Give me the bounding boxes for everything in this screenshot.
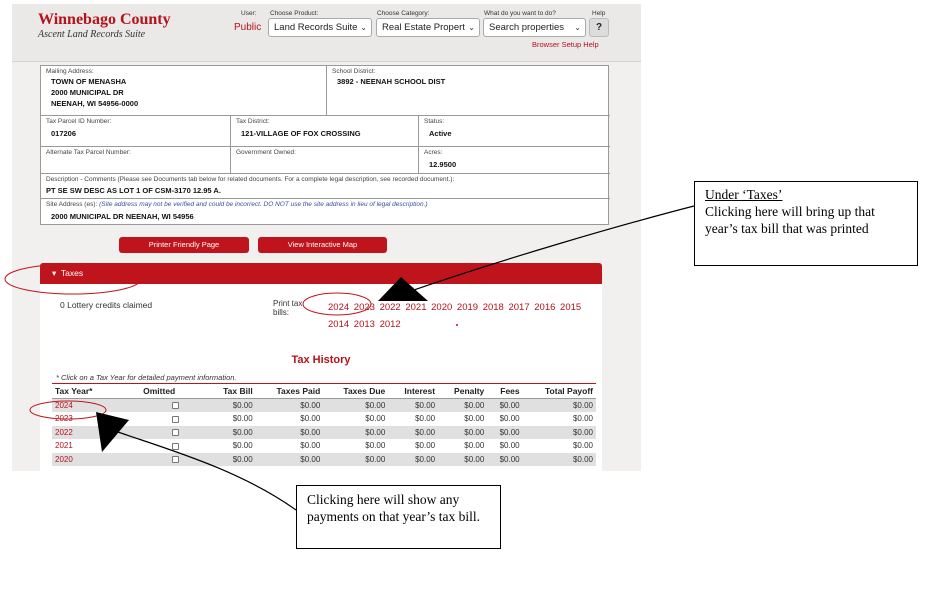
amount-cell: $0.00	[256, 399, 324, 413]
amount-cell: $0.00	[300, 414, 321, 424]
gov-owned-cell	[231, 147, 419, 174]
tax-parcel-label: Tax Parcel ID Number:	[46, 118, 112, 125]
description-label: Description - Comments (Please see Documents tab below for related documents. For a complete legal description, see recorded document.):	[46, 176, 455, 183]
alt-parcel-cell	[41, 147, 231, 174]
amount-cell: $0.00	[207, 399, 255, 413]
site-address-label	[46, 201, 428, 208]
print-year-link[interactable]: 2020	[431, 302, 453, 313]
print-year-link[interactable]: 2019	[456, 302, 479, 313]
description-value: PT SE SW DESC AS LOT 1 OF CSM-3170 12.95 A.	[46, 186, 221, 195]
omitted-cell	[111, 399, 207, 413]
app-window	[12, 4, 641, 471]
suite-subtitle: Ascent Land Records Suite	[38, 29, 146, 40]
tax-history-row	[52, 412, 596, 426]
site-address-label-text: Site Address (es):	[46, 201, 98, 208]
column-header: Taxes Paid	[256, 384, 324, 399]
amount-cell: $0.00	[207, 426, 255, 440]
omitted-checkbox[interactable]	[172, 443, 179, 450]
print-tax-bill-years	[328, 299, 588, 333]
print-year-link[interactable]: 2016	[534, 302, 556, 313]
browser-setup-help-link[interactable]: Browser Setup Help	[532, 40, 599, 49]
print-year-link[interactable]: 2013	[353, 319, 375, 330]
acres-label: Acres:	[424, 149, 443, 156]
taxes-callout	[694, 181, 918, 266]
acres-cell	[419, 147, 610, 174]
amount-cell: $0.00	[300, 441, 321, 451]
amount-cell: $0.00	[415, 441, 436, 451]
user-value: Public	[234, 22, 262, 33]
amount-cell: $0.00	[523, 453, 596, 467]
omitted-checkbox[interactable]	[172, 429, 179, 436]
print-year-link[interactable]: 2012	[379, 319, 401, 330]
tax-year-link[interactable]: 2022	[52, 426, 111, 440]
help-button[interactable]: ?	[589, 18, 609, 37]
tax-history-row	[52, 439, 596, 453]
omitted-cell	[111, 426, 207, 440]
printer-friendly-button[interactable]: Printer Friendly Page	[119, 237, 249, 253]
column-header: Tax Bill	[207, 384, 255, 399]
action-label: What do you want to do?	[484, 10, 556, 17]
amount-cell: $0.00	[232, 414, 253, 424]
tax-year-link[interactable]: 2020	[52, 453, 111, 467]
tax-district-value: 121-VILLAGE OF FOX CROSSING	[241, 129, 361, 138]
omitted-cell	[111, 439, 207, 453]
gov-owned-label: Government Owned:	[236, 149, 296, 156]
column-header: Tax Year*	[52, 384, 111, 399]
omitted-checkbox[interactable]	[172, 416, 179, 423]
amount-cell: $0.00	[256, 426, 324, 440]
tax-year-link[interactable]: 2021	[55, 441, 73, 451]
amount-cell: $0.00	[487, 399, 522, 413]
taxes-section-header[interactable]	[40, 263, 602, 284]
amount-cell: $0.00	[232, 441, 253, 451]
school-district-label: School District:	[332, 68, 376, 75]
print-year-link[interactable]: 2015	[560, 302, 582, 313]
taxes-section-body	[40, 284, 602, 471]
print-year-link[interactable]: 2017	[508, 302, 530, 313]
taxes-callout-text: Clicking here will bring up that year’s tax bill that was printed	[705, 204, 875, 236]
category-select-value: Real Estate Propert	[382, 22, 465, 33]
amount-cell: $0.00	[256, 453, 324, 467]
tax-history-body	[52, 399, 596, 467]
amount-cell: $0.00	[499, 441, 520, 451]
print-year-link[interactable]: 2014	[328, 319, 350, 330]
column-header: Penalty	[438, 384, 487, 399]
tax-parcel-value: 017206	[51, 129, 77, 138]
amount-cell: $0.00	[523, 426, 596, 440]
tax-year-link[interactable]: 2023	[55, 414, 73, 424]
payments-callout-text: Clicking here will show any payments on that year’s tax bill.	[307, 492, 480, 524]
amount-cell: $0.00	[323, 453, 388, 467]
tax-district-cell	[231, 116, 419, 147]
column-header: Total Payoff	[523, 384, 596, 399]
mailing-line-2: 2000 MUNICIPAL DR	[51, 88, 124, 97]
amount-cell: $0.00	[487, 426, 522, 440]
mailing-address-cell	[41, 66, 327, 116]
header	[12, 4, 641, 62]
amount-cell: $0.00	[415, 414, 436, 424]
category-select[interactable]	[376, 18, 480, 37]
status-label: Status:	[424, 118, 445, 125]
school-district-value: 3892 - NEENAH SCHOOL DIST	[337, 77, 446, 86]
amount-cell: $0.00	[487, 453, 522, 467]
amount-cell: $0.00	[438, 426, 487, 440]
amount-cell: $0.00	[572, 414, 593, 424]
tax-history-header-row	[52, 384, 596, 399]
status-cell	[419, 116, 610, 147]
status-value: Active	[429, 129, 452, 138]
column-header: Interest	[388, 384, 438, 399]
tax-district-label: Tax District:	[236, 118, 270, 125]
tax-parcel-cell	[41, 116, 231, 147]
print-year-link[interactable]: 2024	[328, 302, 350, 313]
action-select[interactable]	[483, 18, 586, 37]
amount-cell: $0.00	[388, 399, 438, 413]
description-cell	[41, 174, 610, 199]
omitted-checkbox[interactable]	[172, 402, 179, 409]
tax-history-table	[52, 383, 596, 466]
tax-history-row	[52, 426, 596, 440]
product-label: Choose Product:	[270, 10, 319, 17]
payments-callout	[296, 485, 501, 549]
amount-cell: $0.00	[464, 441, 485, 451]
user-label: User:	[241, 10, 257, 17]
taxes-section-title: Taxes	[60, 268, 84, 278]
print-year-link[interactable]: 2023	[353, 302, 375, 313]
omitted-checkbox[interactable]	[172, 456, 179, 463]
omitted-cell	[111, 453, 207, 467]
amount-cell: $0.00	[365, 441, 386, 451]
alt-parcel-label: Alternate Tax Parcel Number:	[46, 149, 131, 156]
tax-history-row	[52, 399, 596, 413]
tax-history-title: Tax History	[291, 354, 351, 366]
chevron-down-icon: ⌄	[468, 23, 475, 32]
acres-value: 12.9500	[429, 160, 457, 169]
amount-cell: $0.00	[438, 399, 487, 413]
product-select[interactable]	[268, 18, 372, 37]
amount-cell: $0.00	[499, 414, 520, 424]
amount-cell: $0.00	[207, 453, 255, 467]
site-address-value: 2000 MUNICIPAL DR NEENAH, WI 54956	[51, 212, 194, 221]
amount-cell: $0.00	[464, 414, 485, 424]
action-select-value: Search properties	[489, 22, 564, 33]
column-header: Omitted	[111, 384, 207, 399]
county-title: Winnebago County	[38, 11, 171, 28]
parcel-info-table	[40, 65, 609, 225]
site-address-note: (Site address may not be verified and could be incorrect. DO NOT use the site address in lieu of legal description.)	[99, 201, 428, 208]
chevron-down-icon: ⌄	[574, 23, 581, 32]
amount-cell: $0.00	[365, 414, 386, 424]
amount-cell: $0.00	[388, 426, 438, 440]
site-address-cell	[41, 199, 610, 226]
omitted-cell	[111, 412, 207, 426]
amount-cell: $0.00	[323, 399, 388, 413]
mailing-line-3: NEENAH, WI 54956-0000	[51, 99, 139, 108]
column-header: Taxes Due	[323, 384, 388, 399]
print-year-link[interactable]: 2018	[482, 302, 504, 313]
amount-cell: $0.00	[572, 441, 593, 451]
mailing-address-label: Mailing Address:	[46, 68, 94, 75]
school-district-cell	[327, 66, 610, 116]
tax-history-row	[52, 453, 596, 467]
print-year-link[interactable]: 2022	[379, 302, 401, 313]
product-select-value: Land Records Suite	[274, 22, 358, 33]
category-label: Choose Category:	[377, 10, 430, 17]
lottery-credits: 0 Lottery credits claimed	[60, 300, 153, 310]
column-header: Fees	[487, 384, 522, 399]
amount-cell: $0.00	[523, 399, 596, 413]
taxes-callout-title: Under ‘Taxes’	[705, 187, 783, 202]
chevron-down-icon: ⌄	[360, 23, 367, 32]
mailing-line-1: TOWN OF MENASHA	[51, 77, 127, 86]
amount-cell: $0.00	[438, 453, 487, 467]
view-interactive-map-button[interactable]: View Interactive Map	[258, 237, 387, 253]
print-year-link[interactable]: 2021	[405, 302, 427, 313]
tax-history-note: * Click on a Tax Year for detailed payment information.	[56, 373, 237, 382]
print-tax-bills-label: Print tax bills:	[273, 299, 303, 317]
caret-down-icon: ▾	[52, 268, 57, 278]
help-label: Help	[592, 10, 606, 17]
tax-year-link[interactable]: 2024	[52, 399, 111, 413]
amount-cell: $0.00	[323, 426, 388, 440]
amount-cell: $0.00	[388, 453, 438, 467]
